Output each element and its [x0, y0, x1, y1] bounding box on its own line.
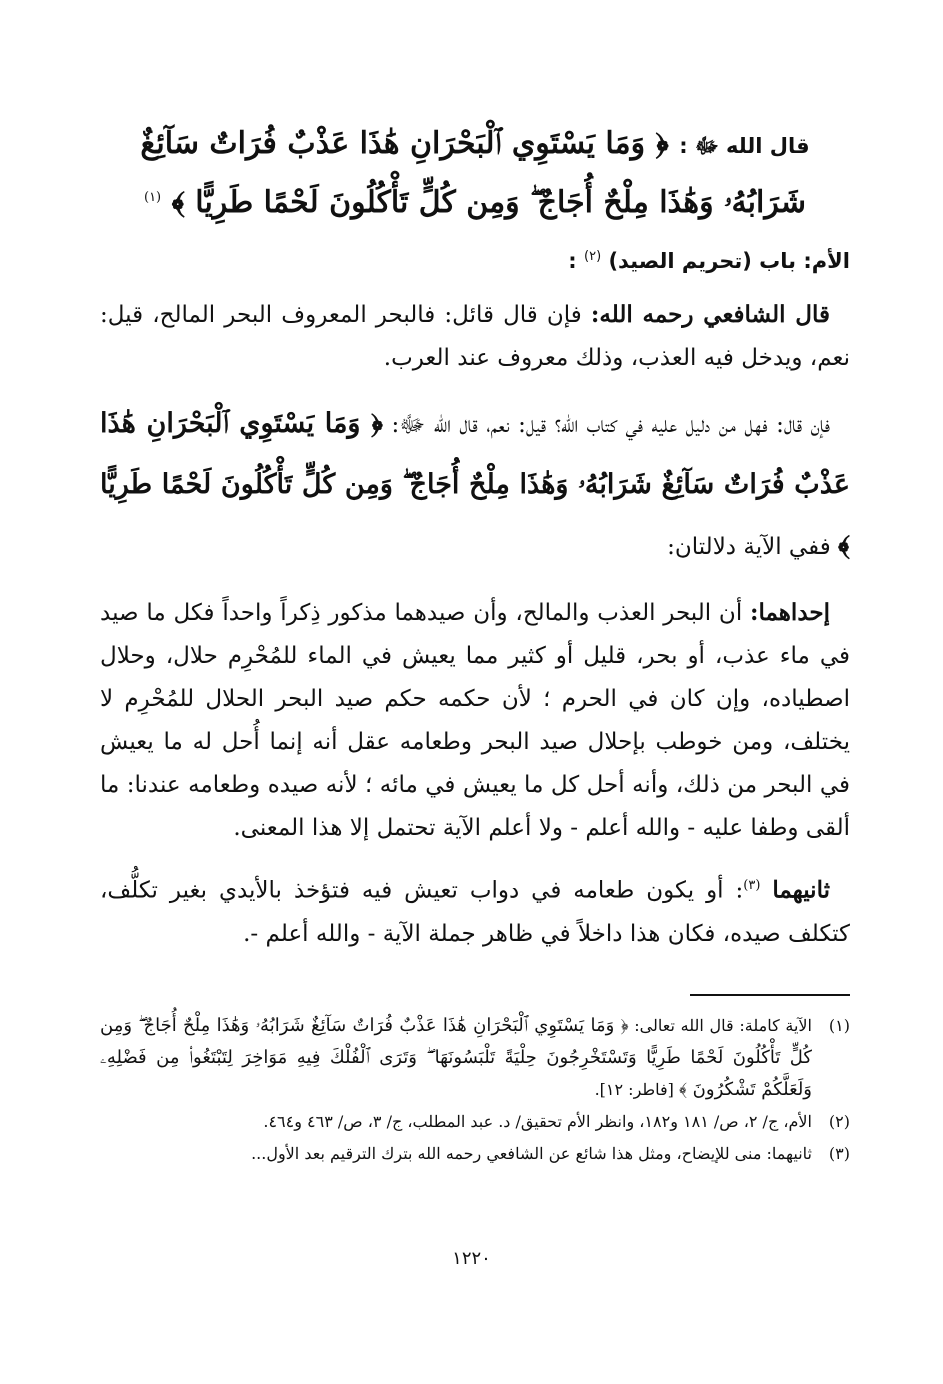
- footnote-1-quran: ﴿ وَمَا يَسْتَوِي ٱلْبَحْرَانِ هَٰذَا عَذْبٌ فُرَاتٌ سَآئِغٌ شَرَابُهُۥ وَهَٰذَا مِلْحٌ أُجَاجٌ ۖ وَمِن كُلٍّ تَأْكُلُونَ لَحْمًا طَرِيًّا وَتَسْتَخْرِجُونَ حِلْيَةً تَلْبَسُونَهَا ۖ وَتَرَى ٱلْفُلْكَ فِيهِ مَوَاخِرَ لِتَبْتَغُوا۟ مِن فَضْلِهِۦ وَلَعَلَّكُمْ تَشْكُرُونَ ﴾: [100, 1014, 812, 1100]
- paragraph-2-quran: ﴿ وَمَا يَسْتَوِي ٱلْبَحْرَانِ هَٰذَا عَذْبٌ فُرَاتٌ سَآئِغٌ شَرَابُهُۥ وَهَٰذَا مِلْحٌ أُجَاجٌ ۖ وَمِن كُلٍّ تَأْكُلُونَ لَحْمًا طَرِيًّا ﴾: [100, 408, 850, 561]
- opening-verse-sayer: قال الله ﷻ :: [679, 134, 810, 158]
- paragraph-2-tail: ففي الآية دلالتان:: [667, 534, 839, 560]
- paragraph-3-lead: إحداهما:: [750, 599, 830, 626]
- section-heading-text: الأم: باب (تحريم الصيد): [608, 249, 850, 273]
- paragraph-1-lead: قال الشافعي رحمه الله:: [590, 301, 830, 328]
- footnote-ref-3[interactable]: (٣): [743, 878, 761, 893]
- footnote-1: [100, 1010, 850, 1106]
- paragraph-3: [100, 591, 850, 850]
- footnote-ref-2[interactable]: (٢): [584, 249, 602, 264]
- paragraph-4-text: : أو يكون طعامه في دواب تعيش فيه فتؤخذ بالأيدي بغير تكلُّف، كتكلف صيده، فكان هذا داخلاً في ظاهر جملة الآية - والله أعلم -.: [100, 877, 850, 947]
- paragraph-1-text: فإن قال قائل: فالبحر المعروف البحر المالح، قيل: نعم، ويدخل فيه العذب، وذلك معروف عند العرب.: [100, 302, 850, 371]
- paragraph-4-lead: ثانيهما: [772, 876, 830, 904]
- opening-verse: [100, 118, 850, 229]
- footnote-1-number: (١): [828, 1015, 850, 1035]
- footnote-1-prefix: الآية كاملة: قال الله تعالى:: [628, 1015, 812, 1035]
- footnote-divider: [690, 994, 850, 996]
- page-number: ١٢٢٠: [452, 1248, 491, 1269]
- paragraph-3-text: أن البحر العذب والمالح، وأن صيدهما مذكور ذِكراً واحداً فكل ما صيد في ماء عذب، أو بحر، قليل أو كثير مما يعيش في الماء للمُحْرِم حلال، وحلال اصطياده، وإن كان في الحرم ؛ لأن حكمه حكم صيد البحر الحلال للمُحْرِم لا يختلف، ومن خوطب بإحلال صيد البحر وطعامه عقل أنه إنما أُحل له ما يعيش في البحر من ذلك، وأنه أحل كل ما يعيش في مائه ؛ لأنه صيده وطعامه عندنا: ما ألقى وطفا عليه - والله أعلم - ولا أعلم الآية تحتمل إلا هذا المعنى.: [100, 600, 850, 841]
- paragraph-2-text: فإن قال: فهل من دليل عليه في كتاب الله؟ قيل: نعم، قال الله ﷻ:: [383, 412, 830, 438]
- footnote-2-number: (٢): [828, 1111, 850, 1131]
- footnote-3-text: ثانيهما: منى للإيضاح، ومثل هذا شائع عن الشافعي رحمه الله بترك الترقيم بعد الأول...: [251, 1143, 812, 1163]
- footnote-1-suffix: [فاطر: ١٢].: [594, 1079, 679, 1099]
- paragraph-2: [100, 394, 850, 577]
- footnote-3: [100, 1138, 850, 1170]
- footnote-1-text: [100, 1010, 812, 1106]
- footnote-2: [100, 1106, 850, 1138]
- page-content: [100, 118, 850, 1170]
- footnote-3-number: (٣): [828, 1143, 850, 1163]
- paragraph-4: [100, 864, 850, 956]
- footnote-2-text: الأم، ج/ ٢، ص/ ١٨١ و١٨٢، وانظر الأم تحقيق/ د. عبد المطلب، ج/ ٣، ص/ ٤٦٣ و٤٦٤.: [263, 1111, 812, 1131]
- paragraph-1: [100, 293, 850, 380]
- opening-verse-text: ﴿ وَمَا يَسْتَوِي ٱلْبَحْرَانِ هَٰذَا عَذْبٌ فُرَاتٌ سَآئِغٌ شَرَابُهُۥ وَهَٰذَا مِلْحٌ أُجَاجٌ ۖ وَمِن كُلٍّ تَأْكُلُونَ لَحْمًا طَرِيًّا ﴾: [140, 126, 807, 220]
- footnote-ref-1[interactable]: (١): [143, 190, 162, 205]
- section-heading: [100, 239, 850, 279]
- footnotes: [100, 1010, 850, 1170]
- section-heading-suffix: :: [568, 249, 577, 273]
